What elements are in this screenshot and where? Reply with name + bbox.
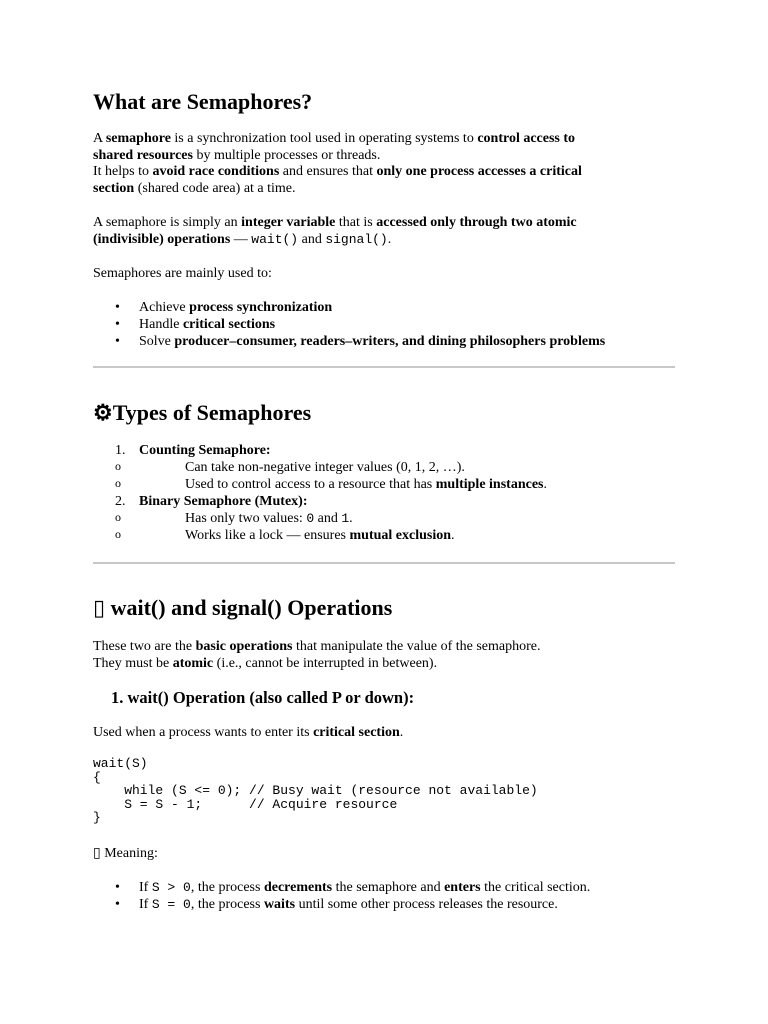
intro-line-1: A semaphore is a synchronization tool used in operating systems to control access to — [93, 131, 576, 146]
counting-details — [93, 459, 675, 493]
definition-line-2: (indivisible) operations — wait() and signal(). — [93, 232, 392, 247]
missing-glyph-icon: ▯ — [93, 595, 106, 620]
heading-wait-signal-operations: ▯ wait() and signal() Operations — [93, 595, 393, 620]
list-item: o Works like a lock — ensures mutual exclusion. — [93, 527, 675, 544]
divider — [93, 562, 675, 564]
list-item: o Can take non-negative integer values (0, 1, 2, …). — [93, 459, 675, 476]
wait-usage: Used when a process wants to enter its critical section. — [93, 725, 404, 740]
ops-line-2: They must be atomic (i.e., cannot be interrupted in between). — [93, 656, 438, 671]
list-item: o Has only two values: 0 and 1. — [93, 510, 675, 527]
intro-line-2: shared resources by multiple processes or threads. — [93, 148, 381, 163]
meaning-label: ▯ Meaning: — [93, 846, 158, 861]
list-item: • If S = 0, the process waits until some other process releases the resource. — [93, 896, 675, 913]
intro-line-4: section (shared code area) at a time. — [93, 181, 296, 196]
uses-list — [93, 299, 675, 350]
list-item: • If S > 0, the process decrements the semaphore and enters the critical section. — [93, 879, 675, 896]
missing-glyph-icon: ▯ — [93, 846, 101, 861]
heading-what-are-semaphores: What are Semaphores? — [93, 89, 313, 114]
list-item: 2. Binary Semaphore (Mutex): o Has only two values: 0 and 1. o Works like a lock — ensures mutual exclusion. — [93, 493, 675, 544]
gear-icon: ⚙ — [93, 400, 113, 425]
intro-line-3: It helps to avoid race conditions and ensures that only one process accesses a critical — [93, 164, 582, 179]
definition-line-1: A semaphore is simply an integer variable that is accessed only through two atomic — [93, 215, 577, 230]
heading-types-of-semaphores: ⚙Types of Semaphores — [93, 400, 312, 425]
ops-line-1: These two are the basic operations that manipulate the value of the semaphore. — [93, 639, 541, 654]
list-item: • Solve producer–consumer, readers–writers, and dining philosophers problems — [93, 333, 675, 350]
list-item: 1. Counting Semaphore: o Can take non-negative integer values (0, 1, 2, …). o Used to control access to a resource that has multiple instances. — [93, 442, 675, 493]
code-signal: signal() — [325, 232, 388, 247]
meaning-list — [93, 879, 675, 913]
list-item: • Handle critical sections — [93, 316, 675, 333]
uses-intro: Semaphores are mainly used to: — [93, 266, 272, 281]
types-list — [93, 442, 675, 544]
list-item: o Used to control access to a resource that has multiple instances. — [93, 476, 675, 493]
code-wait: wait() — [251, 232, 299, 247]
wait-code-block: wait(S) { while (S <= 0); // Busy wait (resource not available) S = S - 1; // Acquire resource } — [93, 756, 538, 825]
heading-wait-operation: 1. wait() Operation (also called P or down): — [111, 688, 415, 707]
list-item: • Achieve process synchronization — [93, 299, 675, 316]
divider — [93, 366, 675, 368]
binary-details — [93, 510, 675, 544]
